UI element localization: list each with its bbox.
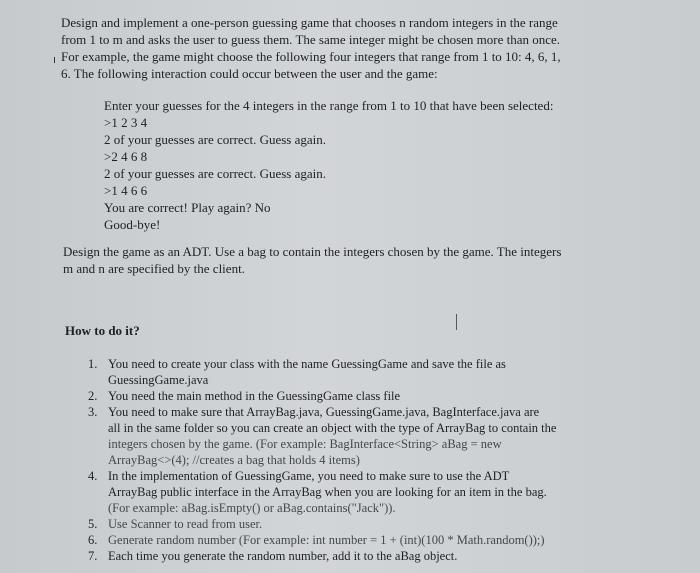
text-line: Generate random number (For example: int number = 1 + (int)(100 * Math.random());)	[108, 533, 545, 547]
text-line: Design and implement a one-person guessing game that chooses n random integers in the range	[61, 15, 558, 30]
list-item	[88, 388, 623, 404]
steps-list	[88, 356, 623, 564]
text-line: 2 of your guesses are correct. Guess again.	[104, 132, 327, 147]
text-line: Enter your guesses for the 4 integers in the range from 1 to 10 that have been selected:	[104, 98, 554, 113]
text-line: from 1 to m and asks the user to guess them. The same integer might be chosen more than once.	[61, 32, 561, 47]
text-line: >1 2 3 4	[104, 115, 148, 130]
list-item	[88, 516, 623, 532]
item-number: 4.	[88, 469, 98, 483]
text-line: In the implementation of GuessingGame, you need to make sure to use the ADT	[108, 469, 510, 483]
text-line: You need to make sure that ArrayBag.java, GuessingGame.java, BagInterface.java are	[108, 405, 540, 419]
item-number: 2.	[88, 389, 98, 403]
list-item	[88, 532, 623, 548]
text-line: Design the game as an ADT. Use a bag to contain the integers chosen by the game. The integers	[63, 244, 562, 259]
text-line: m and n are specified by the client.	[63, 261, 245, 276]
text-line: >2 4 6 8	[104, 149, 148, 164]
text-line: ArrayBag public interface in the ArrayBag when you are looking for an item in the bag.	[108, 485, 547, 499]
text-line: You are correct! Play again? No	[104, 200, 271, 215]
text-line: all in the same folder so you can create an object with the type of ArrayBag to contain the	[108, 421, 557, 435]
text-line: You need the main method in the GuessingGame class file	[108, 389, 401, 403]
text-line: 6. The following interaction could occur between the user and the game:	[61, 66, 438, 81]
text-line: GuessingGame.java	[108, 373, 209, 387]
text-line: You need to create your class with the name GuessingGame and save the file as	[108, 357, 506, 371]
text-line: ArrayBag<>(4); //creates a bag that holds 4 items)	[108, 453, 360, 467]
list-item	[88, 404, 623, 468]
text-line: 2 of your guesses are correct. Guess again.	[104, 166, 327, 181]
item-number: 3.	[88, 405, 98, 419]
pen-mark	[456, 314, 457, 330]
text-line: >1 4 6 6	[104, 183, 148, 198]
text-line: Use Scanner to read from user.	[108, 517, 263, 531]
item-number: 1.	[88, 357, 98, 371]
item-number: 7.	[88, 549, 98, 563]
text-line: integers chosen by the game. (For example: BagInterface<String> aBag = new	[108, 437, 502, 451]
list-item	[88, 468, 623, 516]
section-heading: How to do it?	[65, 323, 140, 338]
text-line: (For example: aBag.isEmpty() or aBag.contains("Jack")).	[108, 501, 396, 515]
text-line: For example, the game might choose the following four integers that range from 1 to 10: 4, 6, 1,	[61, 49, 561, 64]
text-line: Each time you generate the random number, add it to the aBag object.	[108, 549, 458, 563]
text-line: Good-bye!	[104, 217, 161, 232]
design-paragraph	[63, 243, 623, 277]
item-number: 5.	[88, 517, 98, 531]
item-number: 6.	[88, 533, 98, 547]
intro-paragraph	[61, 14, 621, 82]
pen-mark	[54, 57, 55, 63]
list-item	[88, 548, 623, 564]
list-item	[88, 356, 623, 388]
example-interaction	[104, 97, 624, 233]
